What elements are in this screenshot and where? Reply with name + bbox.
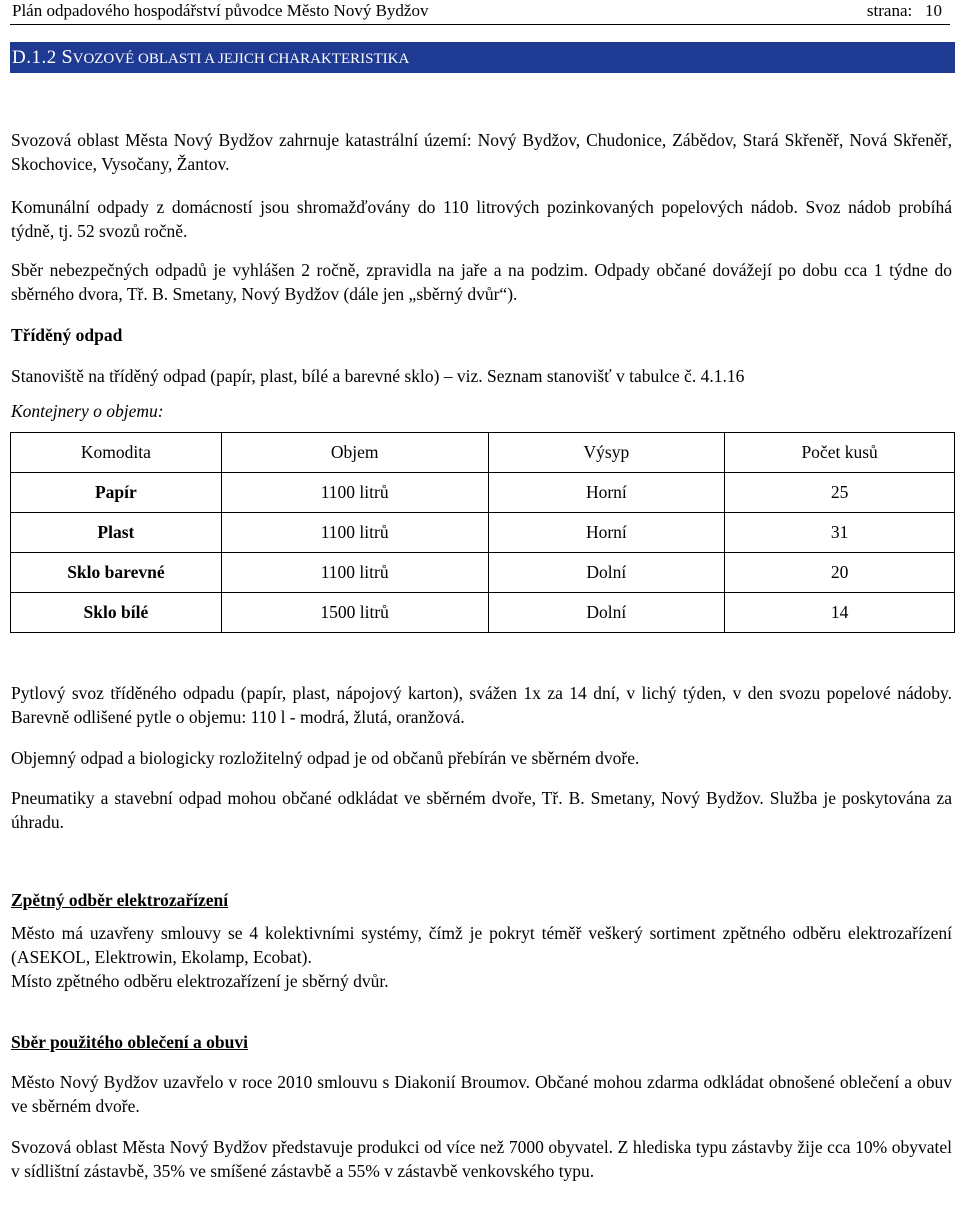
paragraph-clothes: Město Nový Bydžov uzavřelo v roce 2010 smlouvu s Diakonií Broumov. Občané mohou zdarma odkládat obnošené oblečení a obuv ve sběrném dvoře. — [11, 1072, 952, 1116]
page-label: strana: — [866, 1, 913, 20]
cell-count: 14 — [725, 593, 955, 633]
cell-volume: 1100 litrů — [221, 473, 488, 513]
paragraph-area: Svozová oblast Města Nový Bydžov zahrnuje katastrální území: Nový Bydžov, Chudonice, Zábědov, Stará Skřeněř, Nová Skřeněř, Skochovice, Vysočany, Žantov. — [11, 130, 952, 174]
containers-table — [10, 432, 955, 633]
column-header: Komodita — [11, 433, 222, 473]
cell-commodity: Papír — [11, 473, 222, 513]
section-number: D.1.2 — [12, 47, 57, 68]
table-row — [11, 473, 955, 513]
cell-volume: 1100 litrů — [221, 513, 488, 553]
cell-count: 31 — [725, 513, 955, 553]
cell-volume: 1100 litrů — [221, 553, 488, 593]
cell-count: 25 — [725, 473, 955, 513]
cell-count: 20 — [725, 553, 955, 593]
column-header: Objem — [221, 433, 488, 473]
section-title: VOZOVÉ OBLASTI A JEJICH CHARAKTERISTIKA — [72, 51, 410, 67]
heading-sorted-waste: Tříděný odpad — [11, 325, 123, 345]
cell-commodity: Plast — [11, 513, 222, 553]
containers-label: Kontejnery o objemu: — [11, 401, 164, 421]
table-header-row — [11, 433, 955, 473]
paragraph-bulky-waste: Objemný odpad a biologicky rozložitelný odpad je od občanů přebírán ve sběrném dvoře. — [11, 748, 640, 768]
paragraph-weee-location: Místo zpětného odběru elektrozařízení je sběrný dvůr. — [11, 971, 389, 991]
cell-volume: 1500 litrů — [221, 593, 488, 633]
page-header — [10, 0, 950, 25]
table-row — [11, 593, 955, 633]
paragraph-bag-collection: Pytlový svoz tříděného odpadu (papír, plast, nápojový karton), svážen 1x za 14 dní, v lichý týden, v den svozu popelové nádoby. Barevně odlišené pytle o objemu: 110 l - modrá, žlutá, oranžová. — [11, 683, 952, 727]
cell-commodity: Sklo barevné — [11, 553, 222, 593]
paragraph-weee-contracts: Město má uzavřeny smlouvy se 4 kolektivními systémy, čímž je pokryt téměř veškerý sortiment zpětného odběru elektrozařízení (ASEKOL, Elektrowin, Ekolamp, Ecobat). — [11, 923, 952, 967]
page-number — [867, 0, 942, 22]
cell-dump: Dolní — [488, 593, 725, 633]
section-title-initial: S — [61, 46, 73, 68]
paragraph-population: Svozová oblast Města Nový Bydžov představuje produkci od více než 7000 obyvatel. Z hlediska typu zástavby žije cca 10% obyvatel v sídlištní zástavbě, 35% ve smíšené zástavbě a 55% v zástavbě venkovského typu. — [11, 1137, 952, 1181]
cell-dump: Horní — [488, 513, 725, 553]
cell-dump: Dolní — [488, 553, 725, 593]
heading-clothes: Sběr použitého oblečení a obuvi — [11, 1032, 248, 1052]
document-title: Plán odpadového hospodářství původce Město Nový Bydžov — [12, 1, 429, 20]
paragraph-sorted-stations: Stanoviště na tříděný odpad (papír, plast, bílé a barevné sklo) – viz. Seznam stanovišť v tabulce č. 4.1.16 — [11, 366, 745, 386]
table-row — [11, 553, 955, 593]
heading-weee: Zpětný odběr elektrozařízení — [11, 890, 229, 910]
page-number-value: 10 — [925, 1, 942, 20]
table-row — [11, 513, 955, 553]
section-heading — [10, 42, 955, 73]
column-header: Počet kusů — [725, 433, 955, 473]
paragraph-municipal-waste: Komunální odpady z domácností jsou shromažďovány do 110 litrových pozinkovaných popelových nádob. Svoz nádob probíhá týdně, tj. 52 svozů ročně. — [11, 197, 952, 241]
cell-commodity: Sklo bílé — [11, 593, 222, 633]
paragraph-hazardous-waste: Sběr nebezpečných odpadů je vyhlášen 2 ročně, zpravidla na jaře a na podzim. Odpady občané dovážejí po dobu cca 1 týdne do sběrného dvora, Tř. B. Smetany, Nový Bydžov (dále jen „sběrný dvůr“). — [11, 260, 952, 304]
paragraph-tyres: Pneumatiky a stavební odpad mohou občané odkládat ve sběrném dvoře, Tř. B. Smetany, Nový Bydžov. Služba je poskytována za úhradu. — [11, 788, 952, 832]
cell-dump: Horní — [488, 473, 725, 513]
column-header: Výsyp — [488, 433, 725, 473]
